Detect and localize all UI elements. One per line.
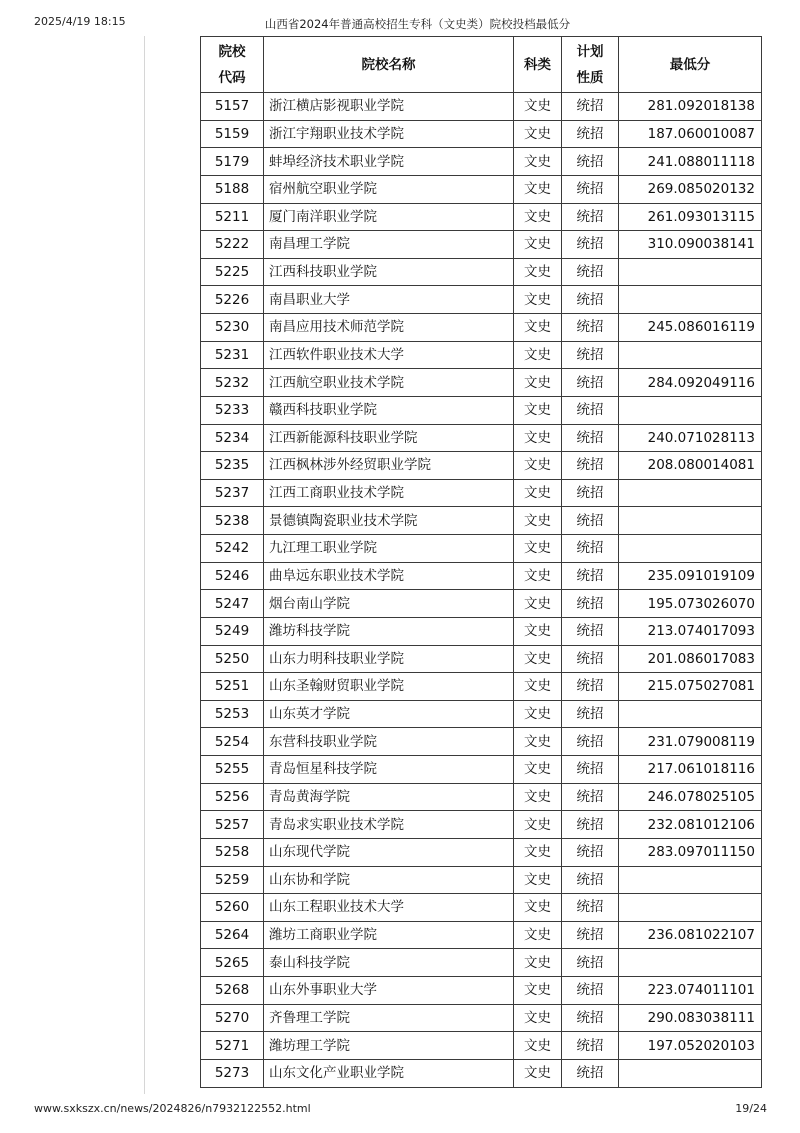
plan-type-cell: 统招 (562, 562, 619, 590)
table-row (201, 977, 762, 1005)
school-name-cell: 南昌应用技术师范学院 (264, 314, 514, 342)
category-cell: 文史 (514, 175, 562, 203)
plan-type-cell: 统招 (562, 811, 619, 839)
category-cell: 文史 (514, 479, 562, 507)
table-row (201, 673, 762, 701)
school-name-cell: 潍坊工商职业学院 (264, 921, 514, 949)
min-score-cell: 310.090038141 (619, 231, 762, 259)
school-name-cell: 曲阜远东职业技术学院 (264, 562, 514, 590)
plan-type-cell: 统招 (562, 286, 619, 314)
school-name-cell: 烟台南山学院 (264, 590, 514, 618)
header-plan-type-line1: 计划 (576, 43, 604, 60)
school-name-cell: 山东英才学院 (264, 700, 514, 728)
header-school-code-line2: 代码 (218, 69, 246, 86)
plan-type-cell: 统招 (562, 673, 619, 701)
category-cell: 文史 (514, 977, 562, 1005)
table-row (201, 1032, 762, 1060)
table-row (201, 258, 762, 286)
plan-type-cell: 统招 (562, 148, 619, 176)
min-score-cell (619, 479, 762, 507)
school-name-cell: 赣西科技职业学院 (264, 396, 514, 424)
school-name-cell: 东营科技职业学院 (264, 728, 514, 756)
min-score-cell: 195.073026070 (619, 590, 762, 618)
plan-type-cell: 统招 (562, 949, 619, 977)
category-cell: 文史 (514, 203, 562, 231)
min-score-cell: 223.074011101 (619, 977, 762, 1005)
school-name-cell: 山东圣翰财贸职业学院 (264, 673, 514, 701)
plan-type-cell: 统招 (562, 728, 619, 756)
plan-type-cell: 统招 (562, 645, 619, 673)
category-cell: 文史 (514, 866, 562, 894)
category-cell: 文史 (514, 286, 562, 314)
min-score-cell (619, 949, 762, 977)
min-score-cell: 235.091019109 (619, 562, 762, 590)
school-code-cell: 5233 (201, 396, 264, 424)
plan-type-cell: 统招 (562, 590, 619, 618)
min-score-cell: 281.092018138 (619, 93, 762, 121)
school-name-cell: 江西航空职业技术学院 (264, 369, 514, 397)
table-row (201, 1004, 762, 1032)
table-row (201, 645, 762, 673)
school-name-cell: 潍坊科技学院 (264, 617, 514, 645)
school-code-cell: 5157 (201, 93, 264, 121)
plan-type-cell: 统招 (562, 341, 619, 369)
school-code-cell: 5255 (201, 756, 264, 784)
school-code-cell: 5179 (201, 148, 264, 176)
category-cell: 文史 (514, 1004, 562, 1032)
plan-type-cell: 统招 (562, 452, 619, 480)
min-score-cell: 236.081022107 (619, 921, 762, 949)
category-cell: 文史 (514, 838, 562, 866)
min-score-cell: 217.061018116 (619, 756, 762, 784)
school-name-cell: 山东外事职业大学 (264, 977, 514, 1005)
table-row (201, 203, 762, 231)
school-code-cell: 5251 (201, 673, 264, 701)
school-code-cell: 5260 (201, 894, 264, 922)
school-code-cell: 5259 (201, 866, 264, 894)
school-name-cell: 山东协和学院 (264, 866, 514, 894)
school-code-cell: 5232 (201, 369, 264, 397)
page-url: www.sxkszx.cn/news/2024826/n7932122552.html (34, 1102, 311, 1115)
school-code-cell: 5258 (201, 838, 264, 866)
table-row (201, 341, 762, 369)
category-cell: 文史 (514, 949, 562, 977)
min-score-cell (619, 396, 762, 424)
min-score-cell (619, 535, 762, 563)
school-code-cell: 5226 (201, 286, 264, 314)
category-cell: 文史 (514, 894, 562, 922)
school-name-cell: 厦门南洋职业学院 (264, 203, 514, 231)
school-code-cell: 5265 (201, 949, 264, 977)
plan-type-cell: 统招 (562, 535, 619, 563)
min-score-cell: 201.086017083 (619, 645, 762, 673)
min-score-cell: 245.086016119 (619, 314, 762, 342)
plan-type-cell: 统招 (562, 314, 619, 342)
category-cell: 文史 (514, 369, 562, 397)
table-row (201, 452, 762, 480)
plan-type-cell: 统招 (562, 424, 619, 452)
school-code-cell: 5257 (201, 811, 264, 839)
school-code-cell: 5250 (201, 645, 264, 673)
plan-type-cell: 统招 (562, 369, 619, 397)
category-cell: 文史 (514, 1059, 562, 1087)
table-row (201, 314, 762, 342)
category-cell: 文史 (514, 562, 562, 590)
category-cell: 文史 (514, 590, 562, 618)
school-name-cell: 潍坊理工学院 (264, 1032, 514, 1060)
category-cell: 文史 (514, 728, 562, 756)
table-header-row (201, 37, 762, 93)
category-cell: 文史 (514, 341, 562, 369)
school-name-cell: 南昌职业大学 (264, 286, 514, 314)
admission-score-table (200, 36, 762, 1088)
min-score-cell (619, 507, 762, 535)
school-code-cell: 5268 (201, 977, 264, 1005)
table-row (201, 617, 762, 645)
min-score-cell (619, 341, 762, 369)
school-name-cell: 青岛黄海学院 (264, 783, 514, 811)
min-score-cell: 269.085020132 (619, 175, 762, 203)
category-cell: 文史 (514, 783, 562, 811)
category-cell: 文史 (514, 258, 562, 286)
plan-type-cell: 统招 (562, 1059, 619, 1087)
school-code-cell: 5246 (201, 562, 264, 590)
plan-type-cell: 统招 (562, 783, 619, 811)
print-datetime: 2025/4/19 18:15 (34, 15, 126, 28)
min-score-cell: 232.081012106 (619, 811, 762, 839)
table-row (201, 396, 762, 424)
school-name-cell: 山东工程职业技术大学 (264, 894, 514, 922)
school-code-cell: 5230 (201, 314, 264, 342)
plan-type-cell: 统招 (562, 231, 619, 259)
category-cell: 文史 (514, 452, 562, 480)
table-row (201, 93, 762, 121)
school-code-cell: 5234 (201, 424, 264, 452)
plan-type-cell: 统招 (562, 894, 619, 922)
plan-type-cell: 统招 (562, 175, 619, 203)
min-score-cell (619, 258, 762, 286)
school-code-cell: 5222 (201, 231, 264, 259)
min-score-cell: 208.080014081 (619, 452, 762, 480)
plan-type-cell: 统招 (562, 479, 619, 507)
min-score-cell: 290.083038111 (619, 1004, 762, 1032)
table-row (201, 562, 762, 590)
table-row (201, 479, 762, 507)
school-code-cell: 5242 (201, 535, 264, 563)
school-name-cell: 九江理工职业学院 (264, 535, 514, 563)
plan-type-cell: 统招 (562, 203, 619, 231)
table-row (201, 175, 762, 203)
school-code-cell: 5247 (201, 590, 264, 618)
plan-type-cell: 统招 (562, 1004, 619, 1032)
school-name-cell: 江西工商职业技术学院 (264, 479, 514, 507)
school-code-cell: 5211 (201, 203, 264, 231)
plan-type-cell: 统招 (562, 700, 619, 728)
school-code-cell: 5253 (201, 700, 264, 728)
table-row (201, 783, 762, 811)
school-code-cell: 5264 (201, 921, 264, 949)
plan-type-cell: 统招 (562, 756, 619, 784)
plan-type-cell: 统招 (562, 396, 619, 424)
school-code-cell: 5235 (201, 452, 264, 480)
header-school-name: 院校名称 (264, 37, 514, 93)
school-name-cell: 山东力明科技职业学院 (264, 645, 514, 673)
school-name-cell: 蚌埠经济技术职业学院 (264, 148, 514, 176)
min-score-cell: 261.093013115 (619, 203, 762, 231)
min-score-cell: 241.088011118 (619, 148, 762, 176)
plan-type-cell: 统招 (562, 617, 619, 645)
plan-type-cell: 统招 (562, 977, 619, 1005)
table-row (201, 894, 762, 922)
school-name-cell: 江西软件职业技术大学 (264, 341, 514, 369)
plan-type-cell: 统招 (562, 838, 619, 866)
category-cell: 文史 (514, 535, 562, 563)
header-plan-type (562, 37, 619, 93)
page-title: 山西省2024年普通高校招生专科（文史类）院校投档最低分 (264, 17, 571, 31)
table-row (201, 148, 762, 176)
min-score-cell: 231.079008119 (619, 728, 762, 756)
plan-type-cell: 统招 (562, 1032, 619, 1060)
school-name-cell: 宿州航空职业学院 (264, 175, 514, 203)
table-row (201, 590, 762, 618)
category-cell: 文史 (514, 507, 562, 535)
table-row (201, 1059, 762, 1087)
category-cell: 文史 (514, 645, 562, 673)
school-name-cell: 浙江横店影视职业学院 (264, 93, 514, 121)
school-code-cell: 5225 (201, 258, 264, 286)
school-name-cell: 山东现代学院 (264, 838, 514, 866)
school-code-cell: 5238 (201, 507, 264, 535)
plan-type-cell: 统招 (562, 120, 619, 148)
plan-type-cell: 统招 (562, 507, 619, 535)
category-cell: 文史 (514, 756, 562, 784)
min-score-cell (619, 286, 762, 314)
table-row (201, 921, 762, 949)
category-cell: 文史 (514, 673, 562, 701)
school-name-cell: 齐鲁理工学院 (264, 1004, 514, 1032)
table-row (201, 424, 762, 452)
page-number: 19/24 (735, 1102, 767, 1115)
school-code-cell: 5231 (201, 341, 264, 369)
plan-type-cell: 统招 (562, 866, 619, 894)
table-row (201, 286, 762, 314)
header-min-score: 最低分 (619, 37, 762, 93)
min-score-cell: 283.097011150 (619, 838, 762, 866)
table-row (201, 535, 762, 563)
min-score-cell: 197.052020103 (619, 1032, 762, 1060)
table-row (201, 700, 762, 728)
margin-divider (144, 36, 145, 1094)
school-code-cell: 5249 (201, 617, 264, 645)
school-code-cell: 5271 (201, 1032, 264, 1060)
plan-type-cell: 统招 (562, 258, 619, 286)
min-score-cell (619, 894, 762, 922)
category-cell: 文史 (514, 314, 562, 342)
min-score-cell (619, 866, 762, 894)
min-score-cell: 246.078025105 (619, 783, 762, 811)
school-code-cell: 5270 (201, 1004, 264, 1032)
table-row (201, 728, 762, 756)
min-score-cell (619, 700, 762, 728)
school-name-cell: 青岛求实职业技术学院 (264, 811, 514, 839)
min-score-cell: 213.074017093 (619, 617, 762, 645)
school-name-cell: 青岛恒星科技学院 (264, 756, 514, 784)
school-code-cell: 5254 (201, 728, 264, 756)
min-score-cell: 215.075027081 (619, 673, 762, 701)
school-code-cell: 5188 (201, 175, 264, 203)
category-cell: 文史 (514, 617, 562, 645)
table-row (201, 866, 762, 894)
plan-type-cell: 统招 (562, 921, 619, 949)
category-cell: 文史 (514, 148, 562, 176)
school-code-cell: 5159 (201, 120, 264, 148)
category-cell: 文史 (514, 921, 562, 949)
min-score-cell: 284.092049116 (619, 369, 762, 397)
category-cell: 文史 (514, 1032, 562, 1060)
school-name-cell: 江西枫林涉外经贸职业学院 (264, 452, 514, 480)
school-name-cell: 江西科技职业学院 (264, 258, 514, 286)
school-name-cell: 南昌理工学院 (264, 231, 514, 259)
table-row (201, 838, 762, 866)
category-cell: 文史 (514, 120, 562, 148)
category-cell: 文史 (514, 424, 562, 452)
min-score-cell (619, 1059, 762, 1087)
table-row (201, 949, 762, 977)
table-body (201, 93, 762, 1088)
plan-type-cell: 统招 (562, 93, 619, 121)
table-row (201, 369, 762, 397)
table-row (201, 231, 762, 259)
table-row (201, 120, 762, 148)
min-score-cell: 187.060010087 (619, 120, 762, 148)
category-cell: 文史 (514, 231, 562, 259)
header-category: 科类 (514, 37, 562, 93)
school-name-cell: 山东文化产业职业学院 (264, 1059, 514, 1087)
header-school-code (201, 37, 264, 93)
school-name-cell: 江西新能源科技职业学院 (264, 424, 514, 452)
school-name-cell: 浙江宇翔职业技术学院 (264, 120, 514, 148)
table-row (201, 811, 762, 839)
header-school-code-line1: 院校 (218, 43, 246, 60)
header-plan-type-line2: 性质 (576, 69, 604, 86)
school-code-cell: 5273 (201, 1059, 264, 1087)
min-score-cell: 240.071028113 (619, 424, 762, 452)
table-row (201, 507, 762, 535)
school-code-cell: 5237 (201, 479, 264, 507)
category-cell: 文史 (514, 700, 562, 728)
category-cell: 文史 (514, 396, 562, 424)
school-name-cell: 泰山科技学院 (264, 949, 514, 977)
school-code-cell: 5256 (201, 783, 264, 811)
category-cell: 文史 (514, 811, 562, 839)
school-name-cell: 景德镇陶瓷职业技术学院 (264, 507, 514, 535)
table-row (201, 756, 762, 784)
category-cell: 文史 (514, 93, 562, 121)
